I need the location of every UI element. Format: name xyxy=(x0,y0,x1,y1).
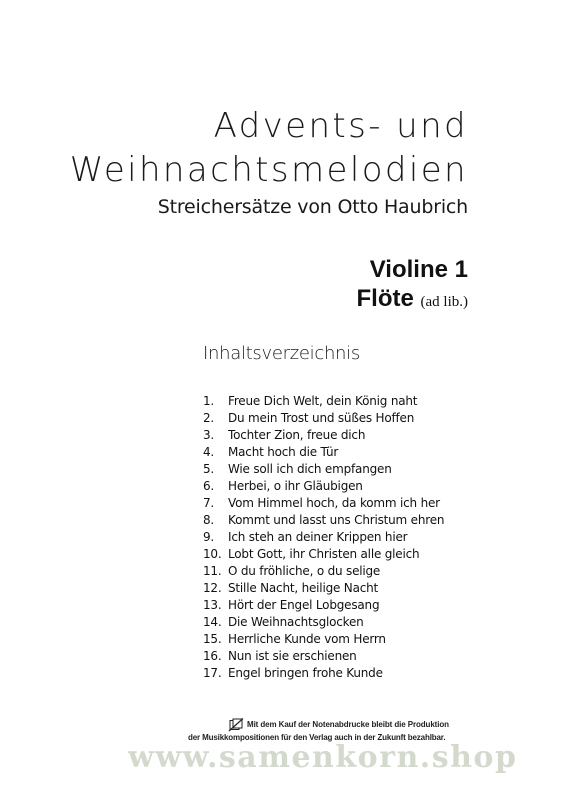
watermark: www.samenkorn.shop xyxy=(128,740,518,775)
toc-item xyxy=(203,665,444,682)
toc-item-title: Kommt und lasst uns Christum ehren xyxy=(228,513,445,527)
toc-item-number: 14. xyxy=(203,615,222,629)
toc-item xyxy=(203,444,444,461)
toc-item-title: Stille Nacht, heilige Nacht xyxy=(228,581,379,595)
notice-text-line-2: der Musikkompositionen für den Verlag auch in der Zukunft bezahlbar. xyxy=(188,733,446,742)
toc-list xyxy=(203,393,444,682)
toc-item xyxy=(203,410,444,427)
no-copy-icon xyxy=(228,718,244,732)
toc-item-title: Herbei, o ihr Gläubigen xyxy=(228,479,363,493)
toc-item-number: 1. xyxy=(203,394,215,408)
instrument-primary: Violine 1 xyxy=(369,256,468,283)
toc-item xyxy=(203,512,444,529)
toc-item xyxy=(203,631,444,648)
toc-item-number: 9. xyxy=(203,530,215,544)
toc-item xyxy=(203,563,444,580)
toc-item-number: 2. xyxy=(203,411,215,425)
toc-item-title: Die Weihnachtsglocken xyxy=(228,615,364,629)
instrument-secondary-name: Flöte xyxy=(356,285,414,312)
toc-item-title: Macht hoch die Tür xyxy=(228,445,339,459)
toc-item-title: O du fröhliche, o du selige xyxy=(228,564,381,578)
title-block xyxy=(70,104,468,220)
toc-item-title: Du mein Trost und süßes Hoffen xyxy=(228,411,415,425)
toc-item-number: 11. xyxy=(203,564,222,578)
toc-item-title: Engel bringen frohe Kunde xyxy=(228,666,383,680)
instrument-secondary xyxy=(357,284,468,317)
toc-item-number: 12. xyxy=(203,581,222,595)
toc-item-title: Vom Himmel hoch, da komm ich her xyxy=(228,496,440,510)
subtitle: Streichersätze von Otto Haubrich xyxy=(157,196,468,218)
toc-item-title: Tochter Zion, freue dich xyxy=(228,428,366,442)
toc-heading: Inhaltsverzeichnis xyxy=(203,343,360,364)
toc-item-number: 15. xyxy=(203,632,222,646)
toc-item xyxy=(203,393,444,410)
toc-item xyxy=(203,461,444,478)
toc-item-number: 13. xyxy=(203,598,222,612)
toc-item xyxy=(203,614,444,631)
toc-item-number: 5. xyxy=(203,462,215,476)
toc-item-number: 16. xyxy=(203,649,222,663)
toc-item-title: Nun ist sie erschienen xyxy=(228,649,357,663)
toc-item-number: 17. xyxy=(203,666,222,680)
toc-item xyxy=(203,529,444,546)
toc-item xyxy=(203,427,444,444)
toc-item-number: 4. xyxy=(203,445,215,459)
toc-item-number: 8. xyxy=(203,513,215,527)
instrument-secondary-note: (ad lib.) xyxy=(420,294,468,310)
title-line-2: Weihnachtsmelodien xyxy=(69,150,468,190)
toc-item-title: Hört der Engel Lobgesang xyxy=(228,598,380,612)
toc-item xyxy=(203,495,444,512)
toc-item-title: Herrliche Kunde vom Herrn xyxy=(228,632,386,646)
toc-item xyxy=(203,546,444,563)
toc-item xyxy=(203,648,444,665)
toc-item-number: 10. xyxy=(203,547,222,561)
toc-item-number: 3. xyxy=(203,428,215,442)
toc-item xyxy=(203,597,444,614)
notice-text-line-1: Mit dem Kauf der Notenabdrucke bleibt die Produktion xyxy=(247,720,449,729)
toc-item-title: Freue Dich Welt, dein König naht xyxy=(228,394,418,408)
instrument-block xyxy=(357,255,468,317)
toc-item-title: Wie soll ich dich empfangen xyxy=(228,462,392,476)
toc-item-number: 6. xyxy=(203,479,215,493)
title-line-1: Advents- und xyxy=(213,106,468,146)
toc-item xyxy=(203,580,444,597)
toc-item-title: Lobt Gott, ihr Christen alle gleich xyxy=(228,547,420,561)
toc-item xyxy=(203,478,444,495)
toc-item-number: 7. xyxy=(203,496,215,510)
toc-item-title: Ich steh an deiner Krippen hier xyxy=(228,530,408,544)
